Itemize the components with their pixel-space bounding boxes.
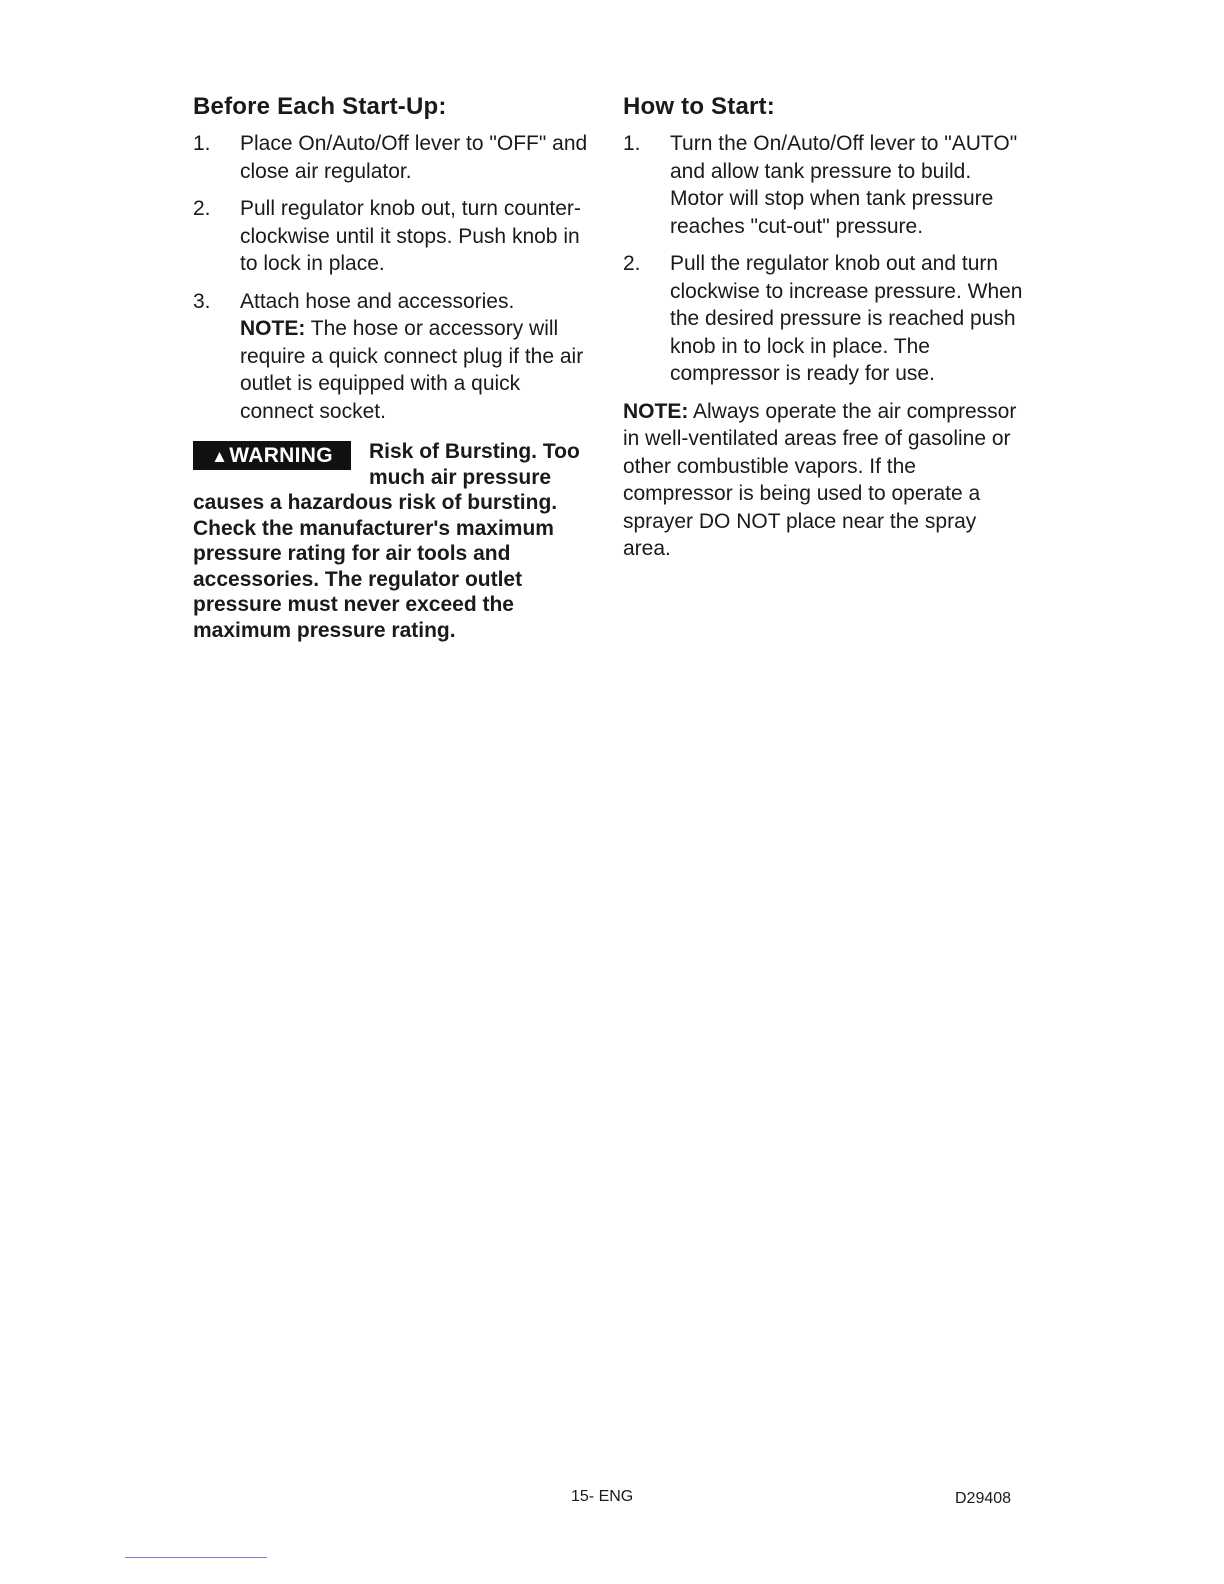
- step-text: Turn the On/Auto/Off lever to "AUTO" and allow tank pressure to build. Motor will stop when tank pressure reaches "cut-out" pressure.: [670, 132, 1018, 238]
- bottom-rule: [125, 1557, 267, 1558]
- before-start-steps: [193, 130, 593, 425]
- list-item: [193, 288, 593, 426]
- step-text: Attach hose and accessories.: [240, 289, 515, 313]
- note-text: The hose or accessory will require a quick connect plug if the air outlet is equipped with a quick connect socket.: [240, 317, 584, 423]
- warning-badge-label: WARNING: [229, 444, 333, 467]
- step-number: 2.: [623, 252, 641, 275]
- how-to-start-steps: [623, 130, 1023, 388]
- step-number: 3.: [193, 289, 211, 313]
- page-number: 15- ENG: [571, 1488, 634, 1505]
- note-text: Always operate the air compressor in well-ventilated areas free of gasoline or other combustible vapors. If the compressor is being used to operate a sprayer DO NOT place near the spray area.: [623, 399, 1017, 560]
- list-item: [193, 195, 593, 278]
- warning-triangle-icon: ▲: [211, 447, 229, 466]
- how-to-start-heading: How to Start:: [623, 93, 775, 120]
- before-start-heading: Before Each Start-Up:: [193, 93, 447, 120]
- list-item: [193, 130, 593, 185]
- list-item: [623, 250, 1023, 388]
- step-text-with-note: [240, 288, 593, 426]
- document-code: D29408: [955, 1490, 1012, 1507]
- ventilation-note: [623, 398, 1023, 563]
- step-text: Place On/Auto/Off lever to "OFF" and close air regulator.: [240, 132, 588, 183]
- bursting-warning: [193, 439, 593, 643]
- list-item: [623, 130, 1023, 240]
- step-number: 1.: [623, 132, 641, 155]
- step-number: 2.: [193, 197, 211, 220]
- step-text: Pull the regulator knob out and turn clockwise to increase pressure. When the desired pressure is reached push knob in to lock in place. The compressor is ready for use.: [670, 252, 1023, 385]
- step-number: 1.: [193, 132, 211, 155]
- step-text: Pull regulator knob out, turn counter-clockwise until it stops. Push knob in to lock in place.: [240, 197, 581, 275]
- note-label: NOTE:: [240, 317, 306, 340]
- right-column: [623, 92, 1023, 563]
- warning-badge: [193, 441, 351, 470]
- left-column: [193, 92, 593, 643]
- note-label: NOTE:: [623, 399, 689, 423]
- warning-text: Risk of Bursting. Too much air pressure causes a hazardous risk of bursting. Check the manufacturer's maximum pressure rating for air tools and accessories. The regulator outlet pressure must never exceed the maximum pressure rating.: [193, 440, 580, 642]
